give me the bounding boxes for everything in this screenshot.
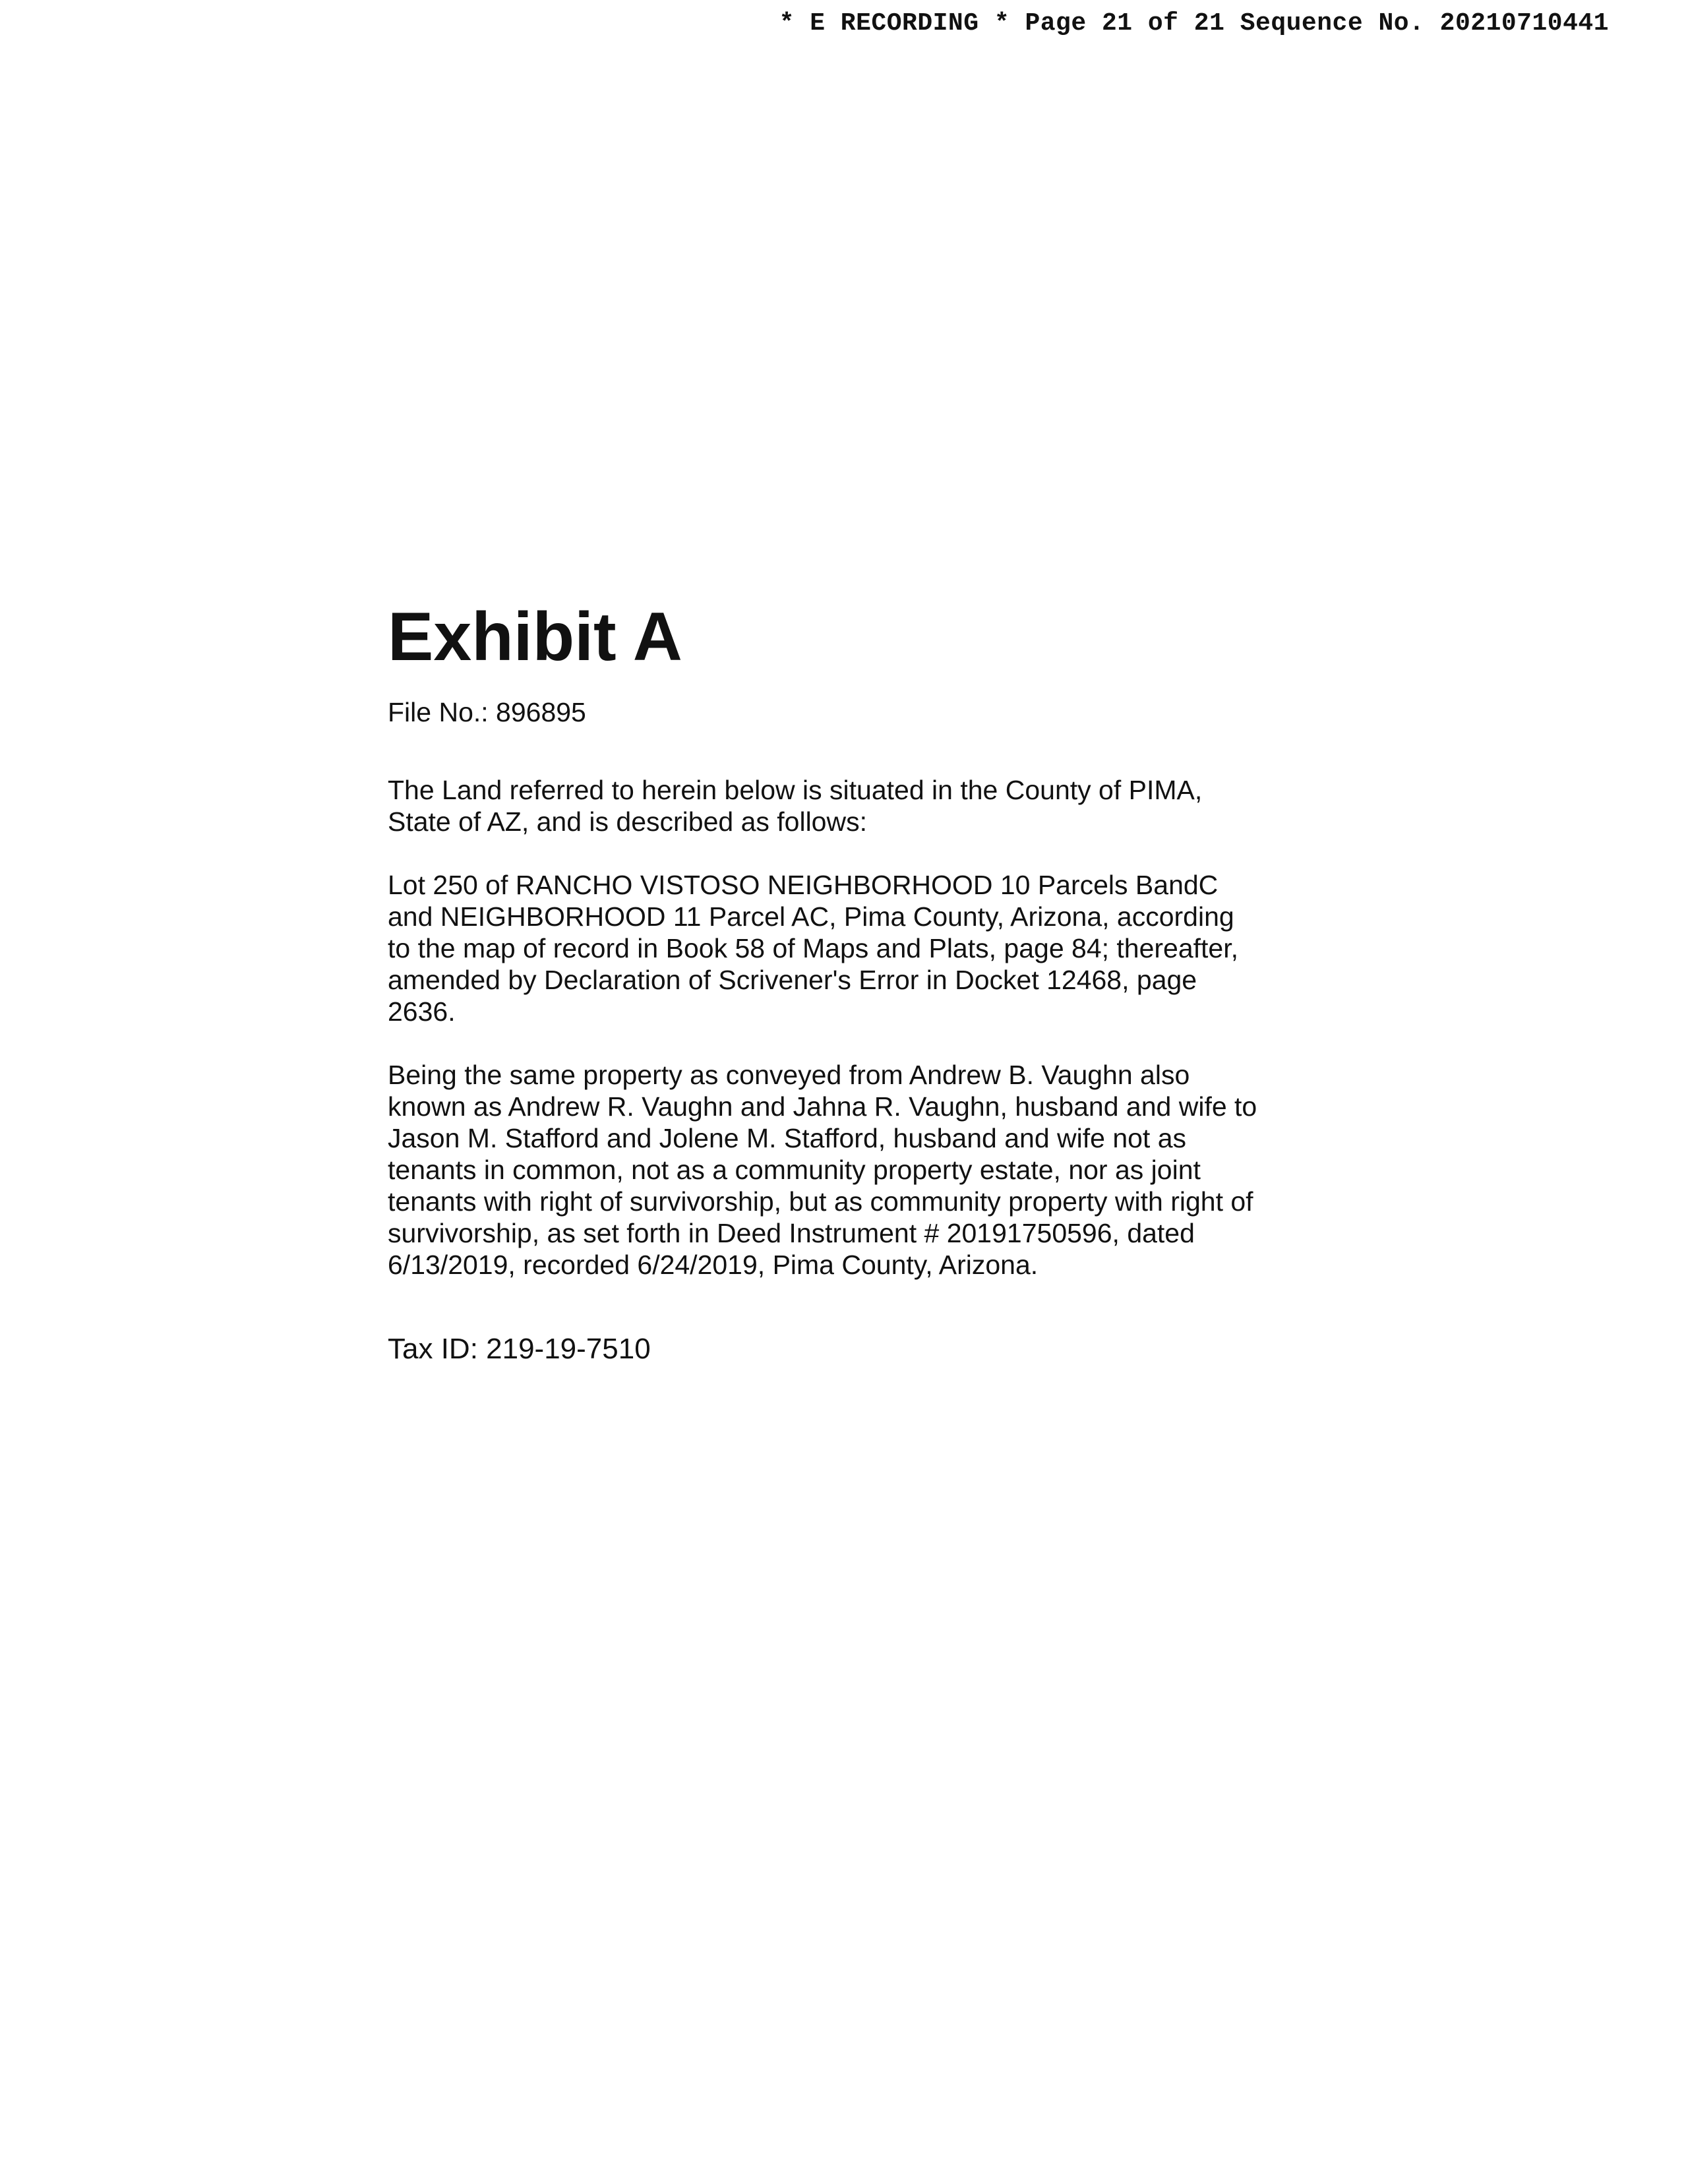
exhibit-title: Exhibit A	[388, 599, 682, 675]
land-location-paragraph: The Land referred to herein below is situated in the County of PIMA, State of AZ, and is described as follows:	[388, 775, 1203, 837]
recording-header: * E RECORDING * Page 21 of 21 Sequence No. 20210710441	[779, 9, 1609, 38]
file-number: File No.: 896895	[388, 697, 586, 727]
legal-description-paragraph: Lot 250 of RANCHO VISTOSO NEIGHBORHOOD 10 Parcels BandC and NEIGHBORHOOD 11 Parcel AC, Pima County, Arizona, according to the map of record in Book 58 of Maps and Plats, page 84; thereafter, amended by Declaration of Scrivener's Error in Docket 12468, page 2636.	[388, 870, 1239, 1027]
conveyance-paragraph: Being the same property as conveyed from Andrew B. Vaughn also known as Andrew R. Vaughn and Jahna R. Vaughn, husband and wife to Jason M. Stafford and Jolene M. Stafford, husband and wife not as tenants in common, not as a community property estate, nor as joint tenants with right of survivorship, but as community property with right of survivorship, as set forth in Deed Instrument # 20191750596, dated 6/13/2019, recorded 6/24/2019, Pima County, Arizona.	[388, 1060, 1257, 1280]
exhibit-content	[388, 597, 1291, 1365]
tax-id: Tax ID: 219-19-7510	[388, 1333, 651, 1365]
